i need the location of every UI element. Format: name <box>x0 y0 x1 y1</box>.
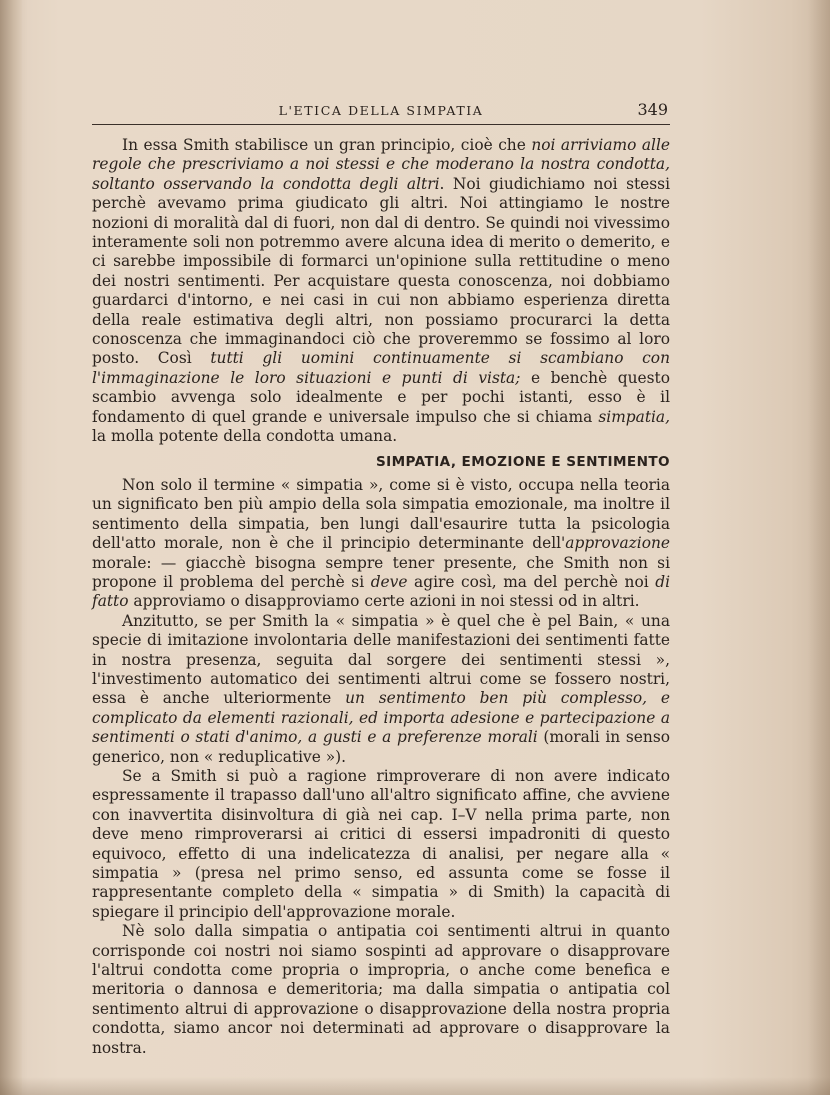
text-run: Anzitutto, se per Smith la « simpatia » è quel che è pel Bain, « una specie di imitazione involontaria delle manifestazioni dei sentimenti fatte in nostra presenza, seguita dal sorgere dei sentimenti stessi », l'investimento automatico dei sentimenti altrui come se fossero nostri, essa è anche ulteriormente <box>92 611 670 708</box>
italic-text: noi arriviamo alle regole che prescriviamo a noi stessi e che moderano la nostra condotta, soltanto osservando la condotta degli altri <box>92 136 670 193</box>
text-run: (morali in senso generico, non « reduplicative »). <box>92 728 670 766</box>
italic-text: approvazione <box>565 534 670 553</box>
text-run: agire così, ma del perchè noi <box>407 572 656 591</box>
text-run: Nè solo dalla simpatia o antipatia coi sentimenti altrui in quanto corrisponde coi nostri noi siamo sospinti ad approvare o disapprovare l'altrui condotta come propria o impropria, o anche come benefica e meritoria o dannosa e demeritoria; ma dalla simpatia o antipatia col sentimento altrui di approvazione o disapprovazione della nostra propria condotta, siamo ancor noi determinati ad approvare o disapprovare la nostra. <box>92 922 670 1057</box>
text-run: Se a Smith si può a ragione rimproverare di non avere indicato espressamente il trapasso dall'uno all'altro significato affine, che avviene con inavvertita disinvoltura di già nei cap. I–V nella prima parte, non deve meno rimproverarsi ai critici di essersi impadroniti di questo equivoco, effetto di una indelicatezza di analisi, per negare alla « simpatia » (presa nel primo senso, ed assunta come se fosse il rappresentante completo della « simpatia » di Smith) la capacità di spiegare il principio dell'approvazione morale. <box>92 767 670 921</box>
paragraph <box>92 476 670 612</box>
page-number: 349 <box>637 100 668 119</box>
text-run: e benchè questo scambio avvenga solo idealmente e per pochi istanti, esso è il fondamento di quel grande e universale impulso che si chiama <box>92 368 670 426</box>
text-run: approviamo o disapproviamo certe azioni in noi stessi od in altri. <box>128 592 640 611</box>
italic-text: un sentimento ben più complesso, e complicato da elementi razionali, ed importa adesione e partecipazione a sentimenti o stati d'animo, a gusti e a preferenze morali <box>92 689 670 747</box>
paragraph <box>92 767 670 922</box>
running-title: L'ETICA DELLA SIMPATIA <box>278 103 484 118</box>
body-text <box>92 136 670 1058</box>
italic-text: di fatto <box>92 572 670 611</box>
text-run: la molla potente della condotta umana. <box>92 427 398 446</box>
italic-text: tutti gli uomini continuamente si scambiano con l'immaginazione le loro situazioni e punti di vista; <box>92 349 670 387</box>
text-run: morale: — giacchè bisogna sempre tener presente, che Smith non si propone il problema del perchè si <box>92 553 670 591</box>
page-edge-shadow <box>808 0 830 1095</box>
running-header <box>92 100 670 125</box>
italic-text: deve <box>370 572 408 591</box>
paragraph <box>92 136 670 447</box>
paragraph <box>92 922 670 1058</box>
text-run: In essa Smith stabilisce un gran principio, cioè che <box>122 136 532 154</box>
page-bottom-shadow <box>0 1077 830 1095</box>
page-binding-shadow <box>0 0 22 1095</box>
text-run: Non solo il termine « simpatia », come si è visto, occupa nella teoria un significato ben più ampio della sola simpatia emozionale, ma inoltre il sentimento della simpatia, ben lungi dall'esaurire tutta la psicologia dell'atto morale, non è che il principio determinante dell' <box>92 475 670 553</box>
text-run: . Noi giudichiamo noi stessi perchè avevamo prima giudicato gli altri. Noi attingiamo le nostre nozioni di moralità dal di fuori, non dal di dentro. Se quindi noi vivessimo interamente soli non potremmo avere alcuna idea di merito o demerito, e ci sarebbe impossibile di formarci un'opinione sulla rettitudine o meno dei nostri sentimenti. Per acquistare questa conoscenza, noi dobbiamo guardarci d'intorno, e nei casi in cui non abbiamo esperienza diretta della reale estimativa degli altri, non possiamo procurarci la detta conoscenza che immaginandoci ciò che proveremmo se fossimo al loro posto. Così <box>92 174 670 368</box>
italic-text: simpatia, <box>598 407 670 426</box>
section-heading: SIMPATIA, EMOZIONE E SENTIMENTO <box>375 453 670 470</box>
paragraph <box>92 612 670 767</box>
